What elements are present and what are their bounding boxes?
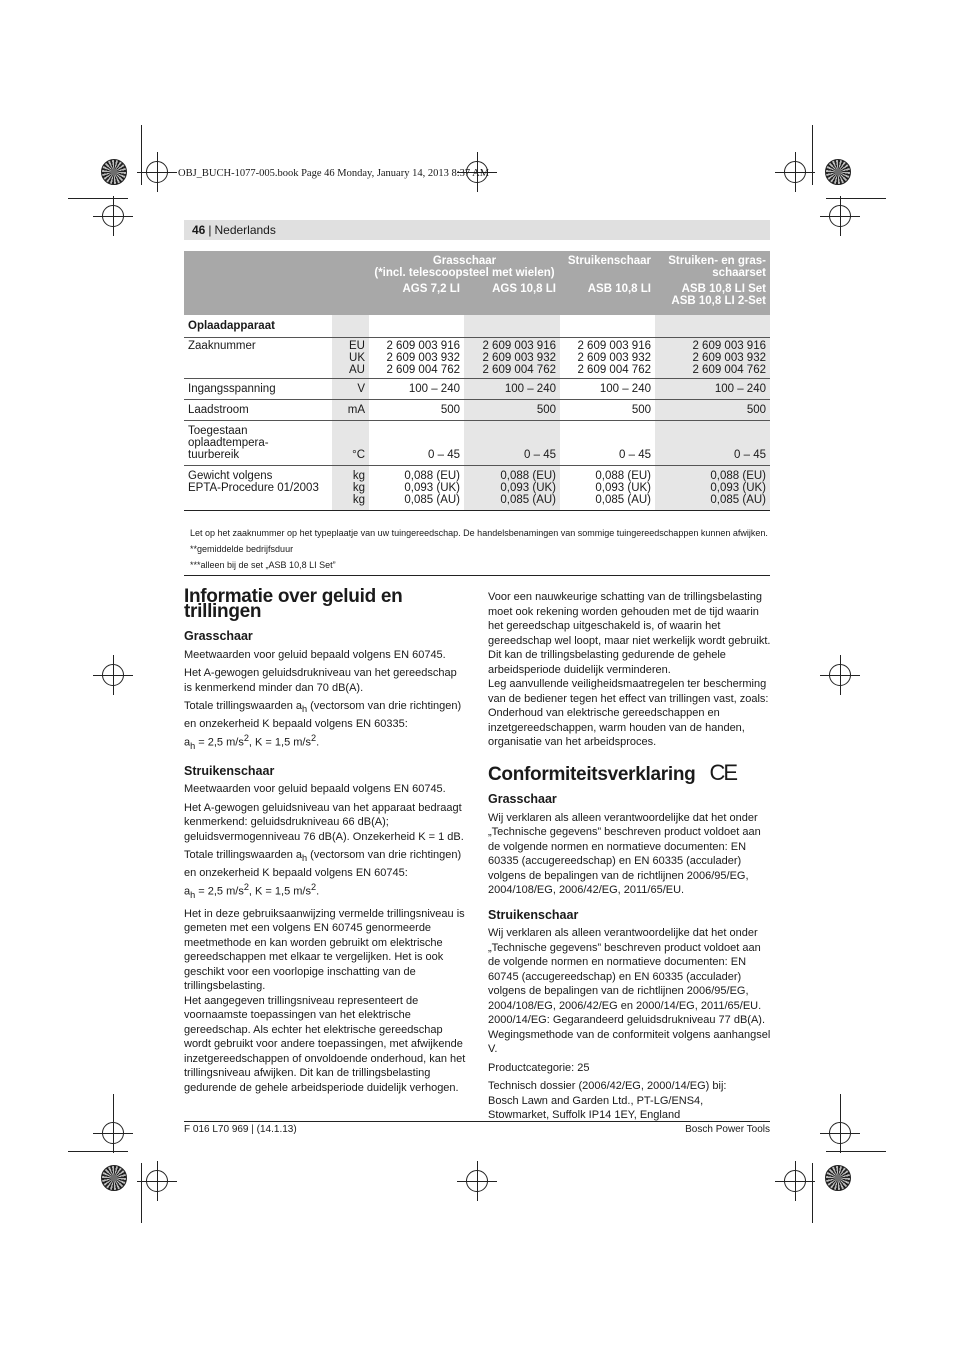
- model-asb108-set: ASB 10,8 LI Set: [681, 283, 766, 295]
- unit-cell: UK: [349, 352, 365, 364]
- row-label: Ingangsspanning: [184, 379, 332, 400]
- text: , K = 1,5 m/s: [248, 736, 311, 749]
- head-set-b: schaarset: [712, 267, 766, 279]
- page-number: 46: [192, 223, 206, 237]
- value-cell: 2 609 003 932: [577, 352, 651, 364]
- registration-rosette-icon: [825, 1165, 851, 1191]
- value-cell: 100 – 240: [560, 379, 655, 400]
- right-column: [488, 590, 771, 1127]
- paragraph: Voor een nauwkeurige schatting van de trillingsbelasting moet ook rekening worden gehouden met de tijd waarin het gereedschap uitgeschakeld is, of waarin het gereedschap wel loopt, maar niet werkelijk wordt gebruikt. Dit kan de trillingsbelasting gedurende de gehele arbeidsperiode duidelijk verminderen.: [488, 591, 771, 676]
- table-note: **gemiddelde bedrijfsduur: [190, 544, 294, 554]
- unit-cell: kg: [352, 494, 365, 506]
- crop-mark: [826, 198, 886, 199]
- crosshair-mark-icon: [466, 1170, 488, 1192]
- value-cell: 0,085 (AU): [500, 494, 556, 506]
- footer-left: F 016 L70 969 | (14.1.13): [184, 1124, 297, 1135]
- crosshair-mark-icon: [829, 205, 851, 227]
- value-cell: 2 609 003 916: [692, 340, 766, 352]
- paragraph: Het A-gewogen geluidsdrukniveau van het gereedschap is kenmerkend minder dan 70 dB(A).: [184, 667, 457, 694]
- section-title-conformity: [488, 759, 771, 785]
- value-cell: 2 609 003 916: [386, 340, 460, 352]
- paragraph: Het aangegeven trillingsniveau representeert de voornaamste toepassingen van het elektrische gereedschap. Als echter het elektrische gereedschap wordt gebruikt voor andere toepassingen, met afwijkende inzetgereedschappen of onvoldoende onderhoud, kan het trillingsniveau afwijken. Dit kan de trillingsbelasting gedurende de gehele arbeidsperiode duidelijk verhogen.: [184, 994, 466, 1094]
- table-note: ***alleen bij de set „ASB 10,8 LI Set”: [190, 560, 336, 570]
- row-label: Toegestaan oplaadtempera-: [188, 425, 269, 449]
- value-cell: 0,088 (EU): [710, 470, 766, 482]
- crosshair-mark-icon: [146, 1170, 168, 1192]
- model-asb108-2set: ASB 10,8 LI 2-Set: [671, 295, 766, 307]
- crop-mark: [68, 1151, 128, 1152]
- unit-cell: AU: [349, 364, 365, 376]
- value-cell: 0 – 45: [464, 421, 560, 466]
- crosshair-mark-icon: [102, 205, 124, 227]
- subheading-grasschaar: Grasschaar: [488, 792, 557, 806]
- table-row: [184, 379, 770, 400]
- unit-cell: °C: [332, 421, 369, 466]
- superscript: 2: [243, 882, 249, 893]
- crop-mark: [812, 1163, 813, 1223]
- value-cell: 2 609 003 916: [577, 340, 651, 352]
- text: Bosch Lawn and Garden Ltd., PT-LG/ENS4,: [488, 1094, 704, 1107]
- text: = 2,5 m/s: [195, 736, 244, 749]
- superscript: 2: [243, 733, 249, 744]
- paragraph: Wij verklaren als alleen verantwoordelijke dat het onder „Technische gegevens” beschreven product voldoet aan de volgende normen en normatieve documenten: EN 60745 (accugereedschap) en EN 60335 (acculader) volgens de bepalingen van de richtlijnen 2006/95/EG, 2004/108/EG, 2006/42/EG en 2000/14/EG, 2011/65/EU.: [488, 927, 762, 1012]
- value-cell: 500: [464, 400, 560, 421]
- model-asb108: ASB 10,8 LI: [587, 283, 651, 295]
- value-cell: 2 609 004 762: [482, 364, 556, 376]
- value-cell: 100 – 240: [464, 379, 560, 400]
- registration-rosette-icon: [825, 159, 851, 185]
- divider: [184, 575, 770, 576]
- file-header: OBJ_BUCH-1077-005.book Page 46 Monday, January 14, 2013 8:37 AM: [178, 168, 490, 179]
- value-cell: 0 – 45: [560, 421, 655, 466]
- text: Technisch dossier (2006/42/EG, 2000/14/EG) bij:: [488, 1080, 727, 1092]
- crosshair-mark-icon: [829, 664, 851, 686]
- paragraph: Leg aanvullende veiligheidsmaatregelen ter bescherming van de bediener tegen het effect van trillingen vast, zoals: Onderhoud van elektrische gereedschappen en inzetgereedschappen, warm houden van de handen, organisatie van het arbeidsproces.: [488, 678, 769, 748]
- section-oplaadapparaat: Oplaadapparaat: [188, 320, 275, 332]
- header-language: Nederlands: [214, 223, 276, 237]
- row-label: Zaaknummer: [184, 338, 332, 379]
- value-cell: 0,088 (EU): [500, 470, 556, 482]
- unit-cell: kg: [352, 470, 365, 482]
- crop-mark: [826, 1151, 886, 1152]
- text: .: [316, 885, 320, 898]
- value-cell: 2 609 003 932: [482, 352, 556, 364]
- paragraph: [184, 699, 467, 754]
- value-cell: 0 – 45: [369, 421, 464, 466]
- subscript: h: [190, 890, 196, 901]
- model-ags108: AGS 10,8 LI: [492, 283, 556, 295]
- subscript: h: [302, 704, 308, 715]
- spec-table: [184, 251, 770, 511]
- value-cell: 0,093 (UK): [595, 482, 651, 494]
- value-cell: 0,093 (UK): [404, 482, 460, 494]
- subheading-struikenschaar: Struikenschaar: [184, 763, 275, 778]
- row-label: Gewicht volgens: [188, 470, 273, 482]
- crosshair-mark-icon: [146, 161, 168, 183]
- value-cell: 2 609 003 932: [692, 352, 766, 364]
- subscript: h: [190, 741, 196, 752]
- text: Stowmarket, Suffolk IP14 1EY, England: [488, 1109, 681, 1121]
- crop-mark: [812, 125, 813, 185]
- page-header: [184, 220, 770, 240]
- ce-mark-icon: CE: [709, 759, 736, 785]
- table-row: [184, 466, 770, 511]
- unit-cell: V: [332, 379, 369, 400]
- value-cell: 0,085 (AU): [595, 494, 651, 506]
- value-cell: 2 609 003 932: [386, 352, 460, 364]
- text: , K = 1,5 m/s: [248, 885, 311, 898]
- text: .: [316, 736, 320, 749]
- crosshair-mark-icon: [102, 664, 124, 686]
- value-cell: 2 609 004 762: [692, 364, 766, 376]
- row-label: tuurbereik: [188, 449, 240, 461]
- table-row: [184, 421, 770, 466]
- value-cell: 500: [655, 400, 770, 421]
- value-cell: 500: [560, 400, 655, 421]
- footer-right: Bosch Power Tools: [685, 1124, 770, 1135]
- value-cell: 2 609 004 762: [577, 364, 651, 376]
- unit-cell: kg: [352, 482, 365, 494]
- crop-mark: [68, 198, 128, 199]
- row-label: Laadstroom: [184, 400, 332, 421]
- paragraph: 2000/14/EG: Gegarandeerd geluidsdrukniveau 77 dB(A). Wegingsmethode van de conformiteit volgens aanhangsel V.: [488, 1014, 771, 1055]
- value-cell: 0,088 (EU): [595, 470, 651, 482]
- value-cell: 2 609 004 762: [386, 364, 460, 376]
- table-note: Let op het zaaknummer op het typeplaatje van uw tuingereedschap. De handelsbenamingen van sommige tuingereedschappen kunnen afwijken.: [190, 528, 768, 538]
- paragraph: Het A-gewogen geluidsniveau van het apparaat bedraagt kenmerkend: geluidsdrukniveau 66 dB(A); geluidsvermogenniveau 76 dB(A). Onzekerheid K = 1 dB.: [184, 801, 464, 843]
- text: (vectorsom van drie richtingen) en onzekerheid K bepaald volgens EN 60335:: [184, 700, 462, 730]
- crosshair-mark-icon: [102, 1122, 124, 1144]
- text: Totale trillingswaarden a: [184, 849, 303, 862]
- superscript: 2: [310, 733, 317, 744]
- section-title-noise: Informatie over geluid en trillingen: [184, 586, 403, 622]
- crosshair-mark-icon: [784, 1170, 806, 1192]
- paragraph: Het in deze gebruiksaanwijzing vermelde trillingsniveau is gemeten met een volgens EN 60745 genormeerde meetmethode en kan worden gebruikt om elektrische gereedschappen met elkaar te vergelijken. Het is ook geschikt voor een voorlopige inschatting van de trillingsbelasting.: [184, 907, 465, 993]
- text: (vectorsom van drie richtingen) en onzekerheid K bepaald volgens EN 60745:: [184, 849, 462, 879]
- value-cell: 100 – 240: [655, 379, 770, 400]
- divider: [184, 1121, 770, 1122]
- head-struikenschaar: Struikenschaar: [567, 255, 651, 267]
- table-row: [184, 338, 770, 379]
- value-cell: 0,085 (AU): [710, 494, 766, 506]
- subscript: h: [302, 853, 308, 864]
- crop-mark: [141, 1163, 142, 1223]
- paragraph: [488, 1079, 771, 1123]
- paragraph: Meetwaarden voor geluid bepaald volgens EN 60745.: [184, 783, 446, 796]
- text: a: [184, 885, 191, 898]
- superscript: 2: [310, 882, 317, 893]
- left-column: [184, 586, 467, 1099]
- value-cell: 500: [369, 400, 464, 421]
- paragraph: Productcategorie: 25: [488, 1061, 590, 1074]
- unit-cell: mA: [332, 400, 369, 421]
- paragraph: [184, 848, 467, 903]
- value-cell: 0,088 (EU): [404, 470, 460, 482]
- value-cell: 0 – 45: [655, 421, 770, 466]
- value-cell: 100 – 240: [369, 379, 464, 400]
- text: = 2,5 m/s: [195, 885, 244, 898]
- unit-cell: EU: [349, 340, 365, 352]
- value-cell: 0,093 (UK): [500, 482, 556, 494]
- text: Totale trillingswaarden a: [184, 700, 303, 712]
- paragraph: Meetwaarden voor geluid bepaald volgens EN 60745.: [184, 648, 446, 661]
- crop-mark: [141, 125, 142, 185]
- crosshair-mark-icon: [784, 161, 806, 183]
- head-grasschaar: Grasschaar: [432, 255, 497, 267]
- head-set-a: Struiken- en gras-: [668, 255, 766, 267]
- subheading-struikenschaar: Struikenschaar: [488, 907, 579, 922]
- registration-rosette-icon: [101, 1165, 127, 1191]
- subheading-grasschaar: Grasschaar: [184, 629, 253, 643]
- row-label: EPTA-Procedure 01/2003: [188, 482, 319, 494]
- crosshair-mark-icon: [829, 1122, 851, 1144]
- paragraph: Wij verklaren als alleen verantwoordelijke dat het onder „Technische gegevens” beschreven product voldoet aan de volgende normen en normatieve documenten: EN 60335 (accugereedschap) en EN 60335 (acculader) volgens de bepalingen van de richtlijnen 2006/95/EG, 2004/108/EG, 2006/42/EG, 2011/65/EU.: [488, 811, 761, 896]
- value-cell: 2 609 003 916: [482, 340, 556, 352]
- text: a: [184, 736, 191, 749]
- head-grasschaar-sub: (*incl. telescoopsteel met wielen): [374, 267, 555, 279]
- crop-mark: [840, 1094, 841, 1124]
- header-separator: |: [208, 223, 212, 237]
- crop-mark: [113, 1094, 114, 1124]
- value-cell: 0,093 (UK): [710, 482, 766, 494]
- value-cell: 0,085 (AU): [404, 494, 460, 506]
- table-row: [184, 400, 770, 421]
- registration-rosette-icon: [101, 159, 127, 185]
- model-ags72: AGS 7,2 LI: [402, 283, 460, 295]
- title-text: Conformiteitsverklaring: [488, 763, 696, 785]
